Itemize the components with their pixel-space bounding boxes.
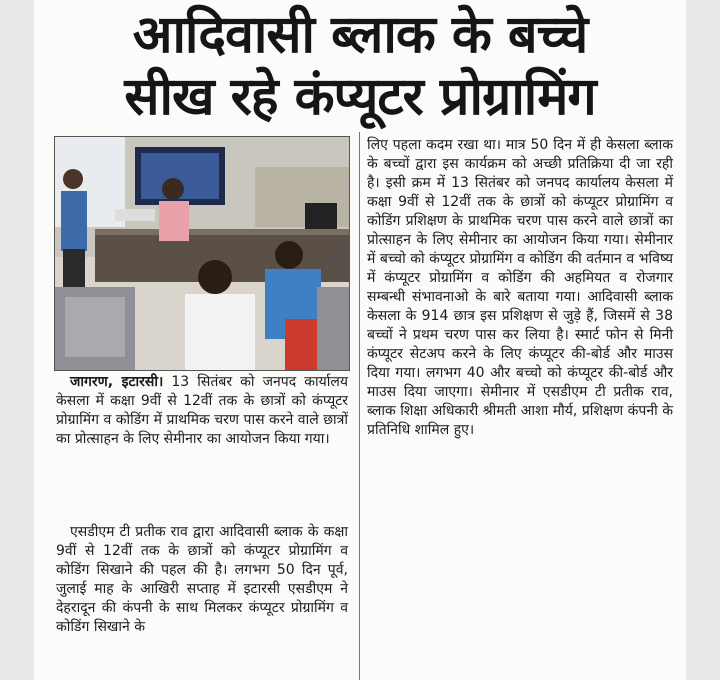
dateline: जागरण, इटारसी।: [70, 374, 164, 390]
news-photo: [54, 136, 350, 371]
article-paragraph-1: 13 सितंबर को जनपद कार्यालय केसला में कक्षा 9वीं से 12वीं तक के छात्रों को कंप्यूटर प्रोग्रामिंग व कोडिंग में प्राथमिक चरण पास करने वाले छात्रों का प्रोत्साहन के लिए सेमीनार का आयोजन किया गया।: [56, 374, 348, 447]
left-margin: [0, 0, 34, 680]
article-paragraph-3: लिए पहला कदम रखा था। मात्र 50 दिन में ही केसला ब्लाक के बच्चों द्वारा इस कार्यक्रम को अच्छी प्रतिक्रिया दी जा रही है। इसी क्रम में 13 सितंबर को जनपद कार्यालय केसला में कक्षा 9वीं से 12वीं तक के छात्रों को कंप्यूटर प्रोग्रामिंग व कोडिंग प्रशिक्षण के प्राथमिक चरण पास करने वाले छात्रों का प्रोत्साहन के लिए सेमीनार का आयोजन किया गया। सेमीनार में बच्चो को कंप्यूटर प्रोग्रामिंग व कोडिंग की वर्तमान व भविष्य में कंप्यूटर प्रोग्रामिंग व कोडिंग की अहमियत व रोजगार सम्बन्धी संभावनाओ के बारे बताया गया। आदिवासी ब्लाक केसला के 914 छात्र इस प्रशिक्षण से जुड़े हैं, जिसमें से 38 बच्चों ने प्रथम चरण पास कर लिया है। स्मार्ट फोन से मिनी कंप्यूटर सेटअप करने के लिए कंप्यूटर की-बोर्ड और माउस दिया गया। लगभग 40 और बच्चो को कंप्यूटर की-बोर्ड और माउस दिया जाएगा। सेमीनार में एसडीएम टी प्रतीक राव, ब्लाक शिक्षा अधिकारी श्रीमती आशा मौर्य, प्रशिक्षण कंपनी के प्रतिनिधि शामिल हुए।: [367, 137, 673, 438]
article-column-1-top: [56, 373, 348, 449]
newspaper-clipping: [34, 0, 686, 680]
article-paragraph-2: एसडीएम टी प्रतीक राव द्वारा आदिवासी ब्लाक के कक्षा 9वीं से 12वीं तक के छात्रों को कंप्यूटर प्रोग्रामिंग व कोडिंग सिखाने की पहल की है। लगभग 50 दिन पूर्व, जुलाई माह के आखिरी सप्ताह में इटारसी एसडीएम ने देहरादून की कंपनी के साथ मिलकर कंप्यूटर प्रोग्रामिंग व कोडिंग सिखाने के: [56, 524, 348, 635]
article-column-2: [367, 136, 673, 440]
column-divider: [359, 132, 360, 680]
article-column-1-bottom: [56, 523, 348, 637]
classroom-photo-illustration: [55, 137, 349, 370]
right-margin: [686, 0, 720, 680]
headline-line-1: आदिवासी ब्लाक के बच्चे: [132, 5, 588, 65]
headline-line-2: सीख रहे कंप्यूटर प्रोग्रामिंग: [124, 67, 596, 127]
headline: [34, 4, 686, 128]
